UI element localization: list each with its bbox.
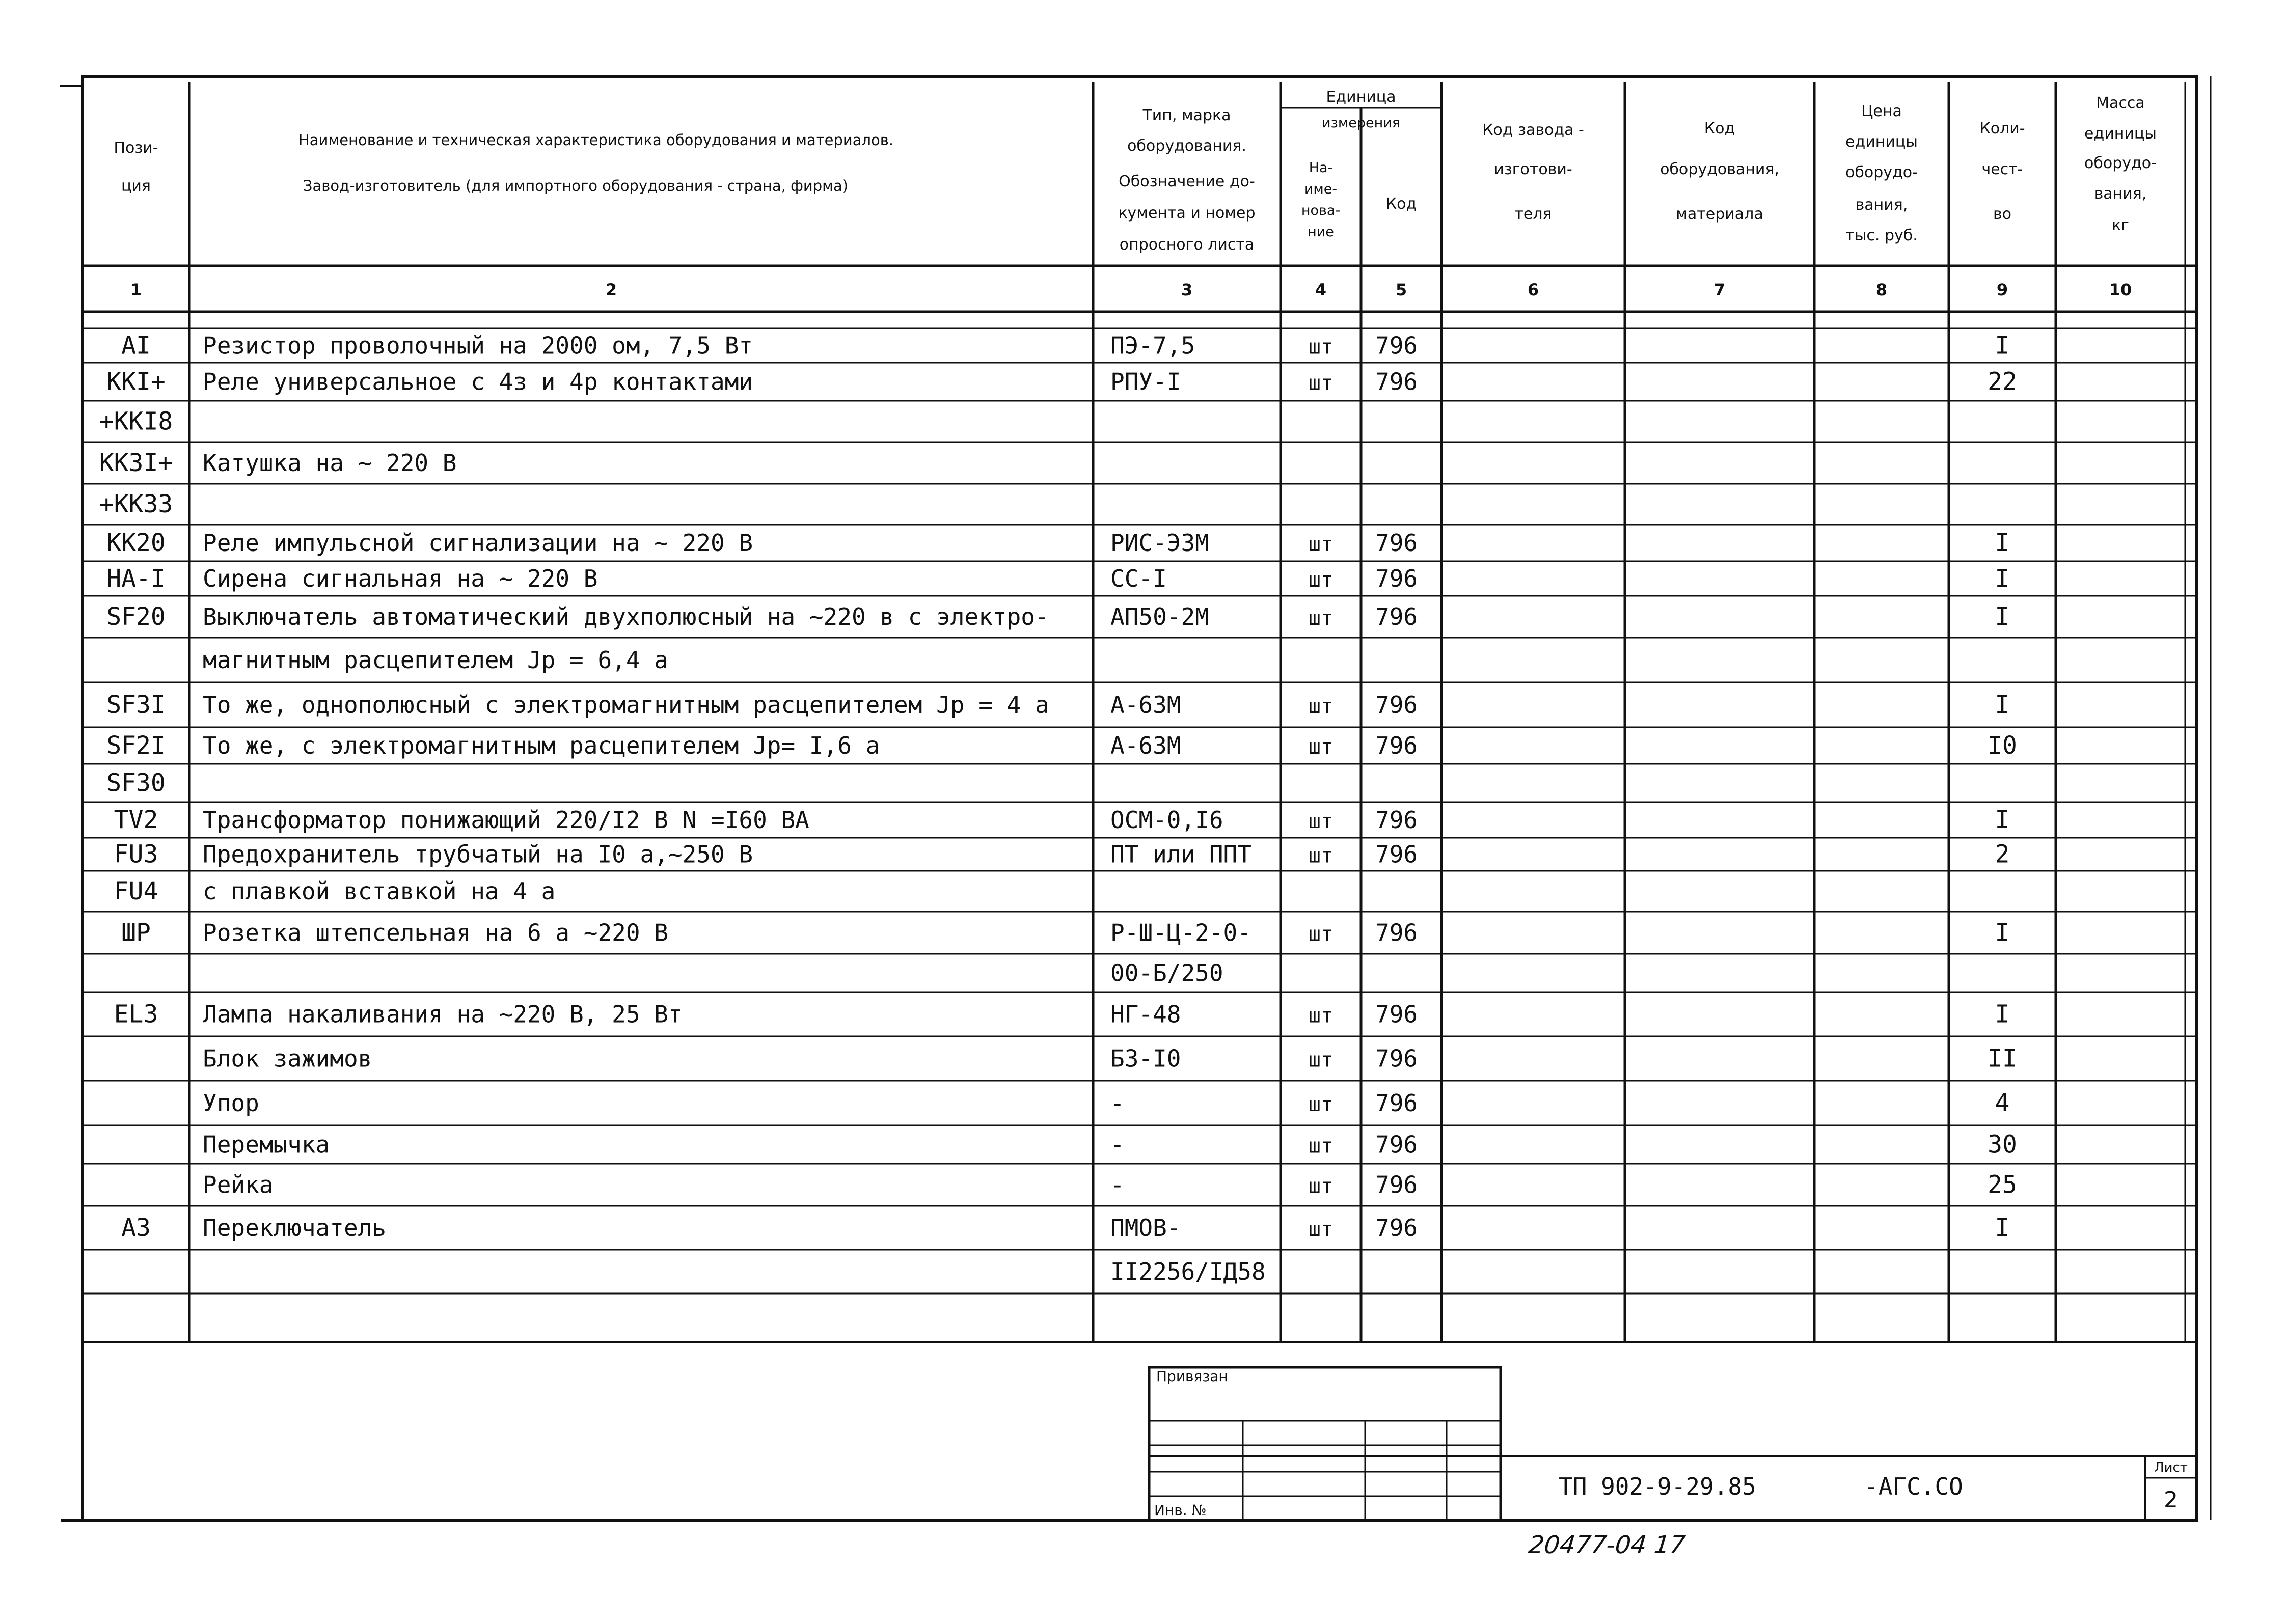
cell-code: 796 [1375,691,1418,719]
table-header [114,88,2157,254]
header-col9-l1: Коли- [1979,120,2025,137]
header-unit-l1: Единица [1326,88,1396,106]
cell-pos: EL3 [114,1000,158,1029]
cell-qty: I [1995,1000,2010,1029]
cell-code: 796 [1375,1214,1418,1242]
column-numbers [130,280,2132,299]
cell-qty: I [1995,602,2010,631]
header-col1-l2: ция [121,177,151,195]
cell-unit: шт [1308,922,1334,946]
cell-name: Сирена сигнальная на ~ 220 В [203,565,598,592]
colnum-5: 5 [1395,280,1407,299]
cell-code: 796 [1375,565,1418,592]
cell-type: А-63М [1110,691,1181,719]
cell-pos: ККI+ [106,367,166,396]
cell-name: магнитным расцепителем Jр = 6,4 а [203,646,668,674]
spec-table-body [99,332,2017,1286]
cell-pos: ШР [121,918,151,947]
header-col3-l4: кумента и номер [1118,204,1256,222]
header-col3-l1: Тип, марка [1142,106,1231,124]
cell-pos: КК20 [106,529,166,557]
header-col8-l3: оборудо- [1845,163,1918,181]
cell-type: РИС-Э3М [1110,529,1209,557]
stamp-sheet-number: 2 [2164,1487,2178,1513]
cell-name: Рейка [203,1171,274,1199]
cell-type: НГ-48 [1110,1000,1181,1028]
cell-name: То же, с электромагнитным расцепителем Jр= I,6 а [203,732,880,759]
cell-pos: SF3I [106,691,166,719]
frame [60,76,2211,1520]
header-col10-l3: оборудо- [2084,154,2157,172]
cell-type: Б3-I0 [1110,1044,1181,1072]
stamp-suffix: -АГС.СО [1864,1473,1963,1500]
cell-qty: 2 [1995,840,2010,869]
cell-type: - [1110,1131,1125,1159]
header-col9-l3: во [1993,205,2012,223]
colnum-7: 7 [1713,280,1726,299]
header-col2-l2: Завод-изготовитель (для импортного оборудования - страна, фирма) [303,177,849,195]
table-rules [83,108,2196,1456]
cell-qty: I0 [1988,731,2017,760]
header-col8-l2: единицы [1845,133,1918,151]
header-col4-l2: име- [1304,181,1338,197]
cell-unit: шт [1308,844,1334,868]
cell-type: АП50-2М [1110,603,1209,630]
cell-type: РПУ-I [1110,368,1181,396]
cell-pos: SF30 [106,768,166,797]
header-col8-l1: Цена [1861,102,1902,120]
cell-unit: шт [1308,1048,1334,1072]
header-col7-l2: оборудования, [1660,160,1779,178]
header-col8-l5: тыс. руб. [1845,227,1918,244]
cell-pos: SF20 [106,602,166,631]
colnum-6: 6 [1527,280,1539,299]
header-col7-l1: Код [1704,120,1735,137]
cell-name: Упор [203,1089,259,1117]
cell-unit: шт [1308,1218,1334,1241]
cell-qty: I [1995,806,2010,834]
cell-unit: шт [1308,1093,1334,1116]
cell-unit: шт [1308,735,1334,759]
cell-qty: I [1995,691,2010,719]
cell-code: 796 [1375,529,1418,557]
header-col9-l2: чест- [1981,160,2023,178]
cell-code: 796 [1375,840,1418,868]
cell-name: Катушка на ~ 220 В [203,449,457,477]
header-col3-l5: опросного листа [1119,236,1255,254]
cell-name: Предохранитель трубчатый на I0 а,~250 В [203,840,753,868]
header-col6-l3: теля [1514,205,1552,223]
header-col1-l1: Пози- [114,139,158,157]
header-col2-l1: Наименование и техническая характеристика оборудования и материалов. [298,131,894,149]
cell-code: 796 [1375,732,1418,759]
cell-qty: 30 [1988,1130,2017,1159]
stamp-privyazan: Привязан [1156,1368,1228,1385]
header-col4-l3: нова- [1301,203,1341,218]
cell-type: ПТ или ППТ [1110,840,1251,868]
cell-code: 796 [1375,806,1418,834]
cell-name: Трансформатор понижающий 220/I2 В N =I60 ВА [203,806,809,834]
cell-unit: шт [1308,607,1334,630]
cell-type: II2256/IД58 [1110,1258,1266,1285]
header-col5: Код [1385,195,1417,213]
title-block [1149,1367,2196,1520]
colnum-4: 4 [1315,280,1327,299]
cell-unit: шт [1308,371,1334,395]
cell-type: - [1110,1171,1125,1199]
cell-type: ПМОВ- [1110,1214,1181,1242]
handwritten-archive-number: 20477-04 17 [1527,1531,1687,1559]
cell-unit: шт [1308,335,1334,359]
cell-type: Р-Ш-Ц-2-0- [1110,919,1251,947]
cell-type: СС-I [1110,565,1167,592]
cell-code: 796 [1375,1044,1418,1072]
cell-unit: шт [1308,1174,1334,1198]
cell-unit: шт [1308,810,1334,833]
cell-unit: шт [1308,533,1334,556]
cell-name: То же, однополюсный с электромагнитным расцепителем Jр = 4 а [203,691,1049,719]
cell-code: 796 [1375,919,1418,947]
cell-pos: TV2 [114,806,158,834]
stamp-doc-code: ТП 902-9-29.85 [1559,1473,1756,1500]
cell-code: 796 [1375,332,1418,360]
header-col6-l2: изготови- [1494,160,1572,178]
cell-qty: I [1995,529,2010,557]
cell-unit: шт [1308,695,1334,718]
colnum-3: 3 [1181,280,1193,299]
cell-type: - [1110,1089,1125,1117]
cell-type: 00-Б/250 [1110,959,1223,987]
cell-qty: 25 [1988,1170,2017,1199]
cell-qty: I [1995,918,2010,947]
cell-pos: FU3 [114,840,158,869]
cell-pos: SF2I [106,731,166,760]
header-col3-l3: Обозначение до- [1119,173,1255,190]
cell-name: Розетка штепсельная на 6 а ~220 В [203,919,668,947]
cell-name: Выключатель автоматический двухполюсный на ~220 в с электро- [203,603,1049,630]
cell-name: Реле импульсной сигнализации на ~ 220 В [203,529,753,557]
header-col3-l2: оборудования. [1127,137,1246,155]
cell-name: Блок зажимов [203,1044,372,1072]
colnum-2: 2 [605,280,617,299]
header-col7-l3: материала [1676,205,1763,223]
cell-name: Резистор проволочный на 2000 ом, 7,5 Вт [203,332,753,360]
cell-pos: A3 [121,1214,151,1242]
header-col8-l4: вания, [1855,196,1908,214]
cell-code: 796 [1375,603,1418,630]
colnum-9: 9 [1996,280,2008,299]
cell-code: 796 [1375,1131,1418,1159]
colnum-10: 10 [2109,280,2132,299]
cell-code: 796 [1375,1089,1418,1117]
cell-type: А-63М [1110,732,1181,759]
cell-qty: I [1995,331,2010,360]
cell-unit: шт [1308,568,1334,592]
cell-name: Переключатель [203,1214,387,1242]
cell-unit: шт [1308,1134,1334,1158]
header-unit-l2: измерения [1321,115,1401,131]
cell-type: ОСМ-0,I6 [1110,806,1223,834]
cell-name: Лампа накаливания на ~220 В, 25 Вт [203,1000,683,1028]
cell-qty: 22 [1988,367,2017,396]
cell-qty: I [1995,1214,2010,1242]
cell-code: 796 [1375,1000,1418,1028]
cell-name: с плавкой вставкой на 4 а [203,877,556,905]
cell-qty: 4 [1995,1089,2010,1117]
stamp-inv: Инв. № [1154,1502,1207,1519]
cell-code: 796 [1375,1171,1418,1199]
header-col10-l5: кг [2112,216,2129,234]
cell-pos: HA-I [106,564,166,593]
colnum-8: 8 [1875,280,1888,299]
cell-name: Реле универсальное с 4з и 4р контактами [203,368,753,396]
header-col4-l1: На- [1309,160,1333,176]
cell-type: ПЭ-7,5 [1110,332,1195,360]
cell-qty: I [1995,564,2010,593]
cell-pos: КК3I+ [99,449,173,477]
cell-pos: AI [121,331,151,360]
cell-name: Перемычка [203,1131,330,1159]
header-col4-l4: ние [1308,224,1334,240]
header-col6-l1: Код завода - [1482,121,1584,139]
cell-pos: +КК33 [99,490,173,518]
cell-pos: FU4 [114,877,158,905]
header-col10-l1: Масса [2096,94,2145,112]
header-col10-l4: вания, [2094,185,2147,203]
cell-code: 796 [1375,368,1418,396]
cell-pos: +ККI8 [99,407,173,436]
cell-qty: II [1988,1044,2017,1073]
cell-unit: шт [1308,1004,1334,1028]
colnum-1: 1 [130,280,142,299]
header-col10-l2: единицы [2084,125,2157,143]
stamp-sheet-label: Лист [2154,1460,2188,1475]
